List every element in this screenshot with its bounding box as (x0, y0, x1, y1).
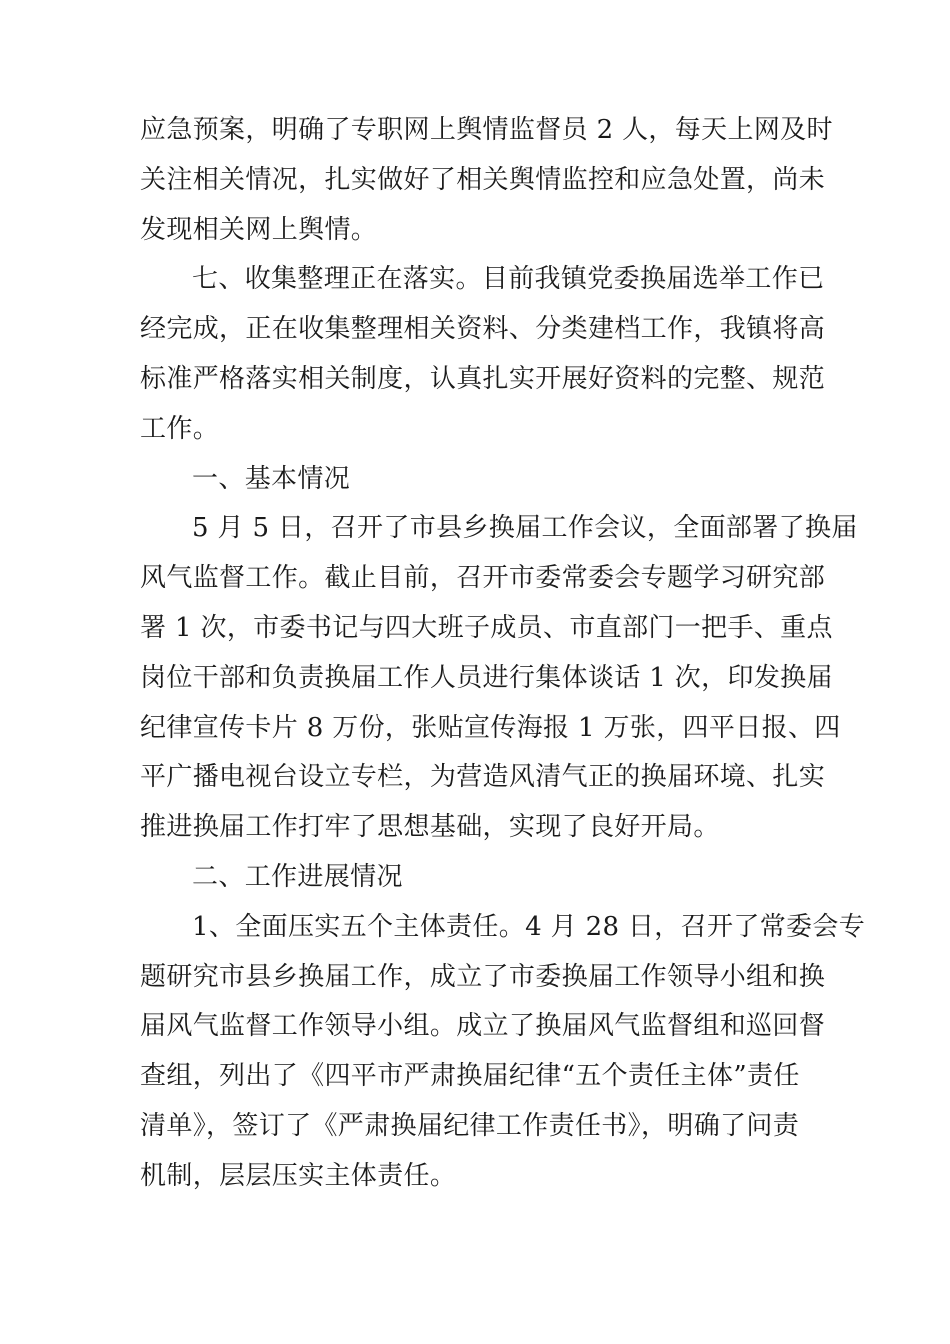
text-line: 经完成，正在收集整理相关资料、分类建档工作，我镇将高 (140, 314, 826, 345)
text-line: 应急预案，明确了专职网上舆情监督员 2 人，每天上网及时 (140, 115, 833, 145)
text-line: 发现相关网上舆情。 (140, 214, 378, 245)
section-heading: 二、工作进展情况 (192, 861, 403, 892)
text-line: 岗位干部和负责换届工作人员进行集体谈话 1 次，印发换届 (140, 662, 833, 693)
text-line: 清单》，签订了《严肃换届纪律工作责任书》，明确了问责 (140, 1110, 800, 1141)
text-line: 题研究市县乡换届工作，成立了市委换届工作领导小组和换 (140, 961, 826, 992)
text-line: 纪律宣传卡片 8 万份，张贴宣传海报 1 万张，四平日报、四 (140, 712, 841, 743)
text-line: 署 1 次，市委书记与四大班子成员、市直部门一把手、重点 (140, 612, 833, 643)
text-line: 标准严格落实相关制度，认真扎实开展好资料的完整、规范 (140, 363, 826, 394)
text-line: 查组，列出了《四平市严肃换届纪律“五个责任主体”责任 (140, 1061, 800, 1092)
paragraph-start-line: 1、全面压实五个主体责任。4 月 28 日，召开了常委会专 (192, 911, 866, 942)
paragraph-start-line: 5 月 5 日，召开了市县乡换届工作会议，全面部署了换届 (192, 513, 858, 544)
section-heading: 一、基本情况 (192, 463, 351, 494)
text-line: 平广播电视台设立专栏，为营造风清气正的换届环境、扎实 (140, 762, 826, 793)
document-body (140, 106, 866, 1202)
text-line: 推进换届工作打牢了思想基础，实现了良好开局。 (140, 812, 720, 843)
text-line: 风气监督工作。截止目前，召开市委常委会专题学习研究部 (140, 563, 826, 594)
text-line: 工作。 (140, 413, 220, 444)
text-line: 关注相关情况，扎实做好了相关舆情监控和应急处置，尚未 (140, 164, 826, 195)
text-line: 机制，层层压实主体责任。 (140, 1160, 457, 1191)
text-line: 届风气监督工作领导小组。成立了换届风气监督组和巡回督 (140, 1011, 826, 1042)
paragraph-start-line: 七、收集整理正在落实。目前我镇党委换届选举工作已 (192, 264, 825, 295)
